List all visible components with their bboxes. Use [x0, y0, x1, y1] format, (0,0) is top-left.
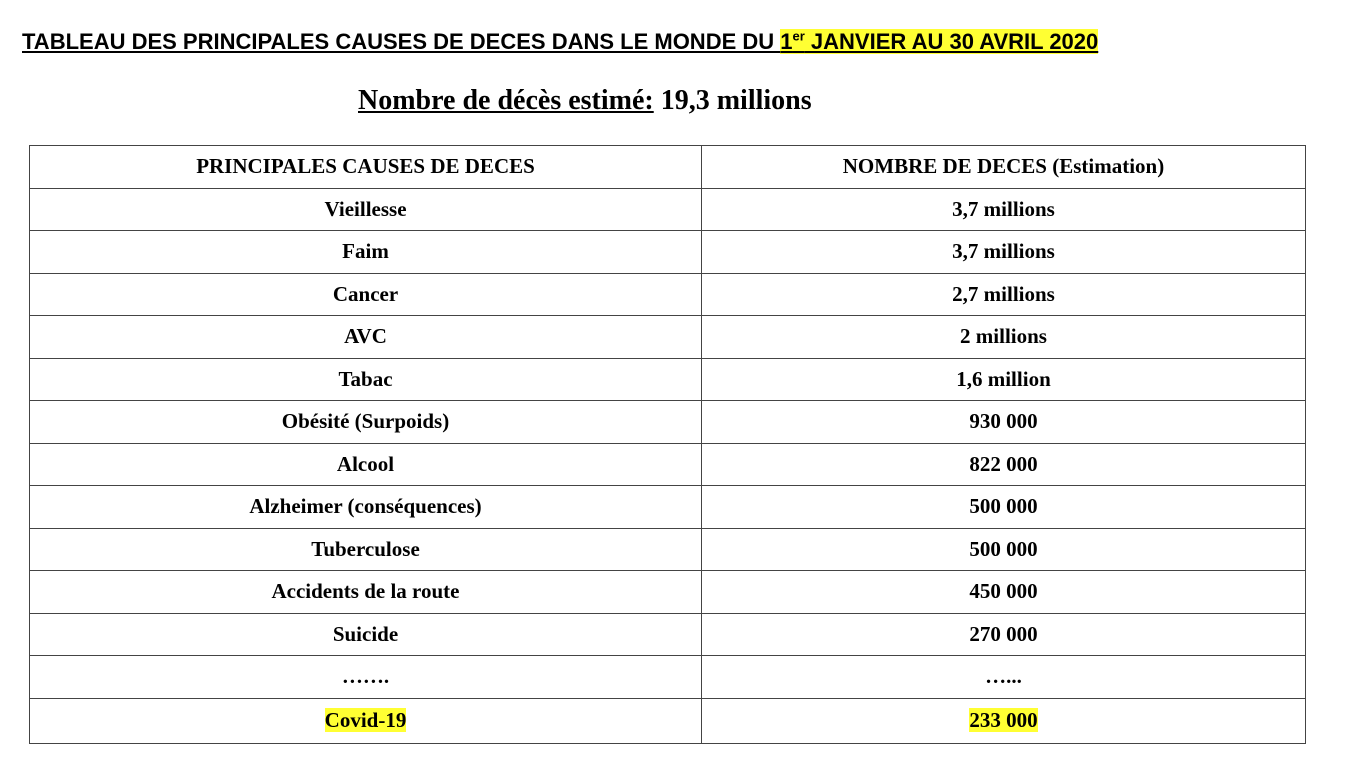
- cause-cell: Tuberculose: [30, 528, 702, 571]
- cause-cell: Accidents de la route: [30, 571, 702, 614]
- covid-cause-highlight: Covid-19: [324, 708, 407, 732]
- deaths-cell: 822 000: [702, 443, 1306, 486]
- deaths-cell: 500 000: [702, 486, 1306, 529]
- title-day: 1: [780, 29, 793, 54]
- deaths-cell: 500 000: [702, 528, 1306, 571]
- cause-cell: AVC: [30, 316, 702, 359]
- cause-cell: Alcool: [30, 443, 702, 486]
- estimated-deaths-summary: [358, 84, 812, 118]
- cause-cell: Tabac: [30, 358, 702, 401]
- title-day-suffix: er: [792, 28, 805, 44]
- title-date-highlight: [780, 29, 1098, 54]
- deaths-cell: 2,7 millions: [702, 273, 1306, 316]
- table-row: [30, 571, 1306, 614]
- table-row: [30, 443, 1306, 486]
- deaths-cell: 930 000: [702, 401, 1306, 444]
- cause-cell: Obésité (Surpoids): [30, 401, 702, 444]
- deaths-cell: 450 000: [702, 571, 1306, 614]
- table-row: [30, 188, 1306, 231]
- table-row: [30, 656, 1306, 699]
- table-row-highlighted: [30, 698, 1306, 743]
- causes-of-death-table: [29, 145, 1306, 744]
- title-date-rest: JANVIER AU 30 AVRIL 2020: [804, 29, 1099, 54]
- table-row: [30, 231, 1306, 274]
- covid-deaths-highlight: 233 000: [969, 708, 1038, 732]
- table-row: [30, 528, 1306, 571]
- deaths-cell: 2 millions: [702, 316, 1306, 359]
- cause-cell: Suicide: [30, 613, 702, 656]
- table-header-row: [30, 146, 1306, 189]
- cause-cell: Faim: [30, 231, 702, 274]
- cause-cell: Vieillesse: [30, 188, 702, 231]
- cause-cell: Cancer: [30, 273, 702, 316]
- deaths-cell: …...: [702, 656, 1306, 699]
- table-row: [30, 486, 1306, 529]
- table-row: [30, 316, 1306, 359]
- header-deaths: NOMBRE DE DECES (Estimation): [702, 146, 1306, 189]
- cause-cell: Alzheimer (conséquences): [30, 486, 702, 529]
- deaths-cell: [702, 698, 1306, 743]
- title-prefix: TABLEAU DES PRINCIPALES CAUSES DE DECES DANS LE MONDE DU: [22, 29, 781, 54]
- deaths-cell: 3,7 millions: [702, 231, 1306, 274]
- deaths-cell: 1,6 million: [702, 358, 1306, 401]
- table-row: [30, 358, 1306, 401]
- table-row: [30, 273, 1306, 316]
- estimated-deaths-label: Nombre de décès estimé:: [358, 85, 654, 116]
- estimated-deaths-value: 19,3 millions: [653, 85, 812, 116]
- cause-cell: …….: [30, 656, 702, 699]
- document-title: [22, 28, 1098, 56]
- deaths-cell: 270 000: [702, 613, 1306, 656]
- header-causes: PRINCIPALES CAUSES DE DECES: [30, 146, 702, 189]
- deaths-cell: 3,7 millions: [702, 188, 1306, 231]
- table-row: [30, 613, 1306, 656]
- table-row: [30, 401, 1306, 444]
- cause-cell: [30, 698, 702, 743]
